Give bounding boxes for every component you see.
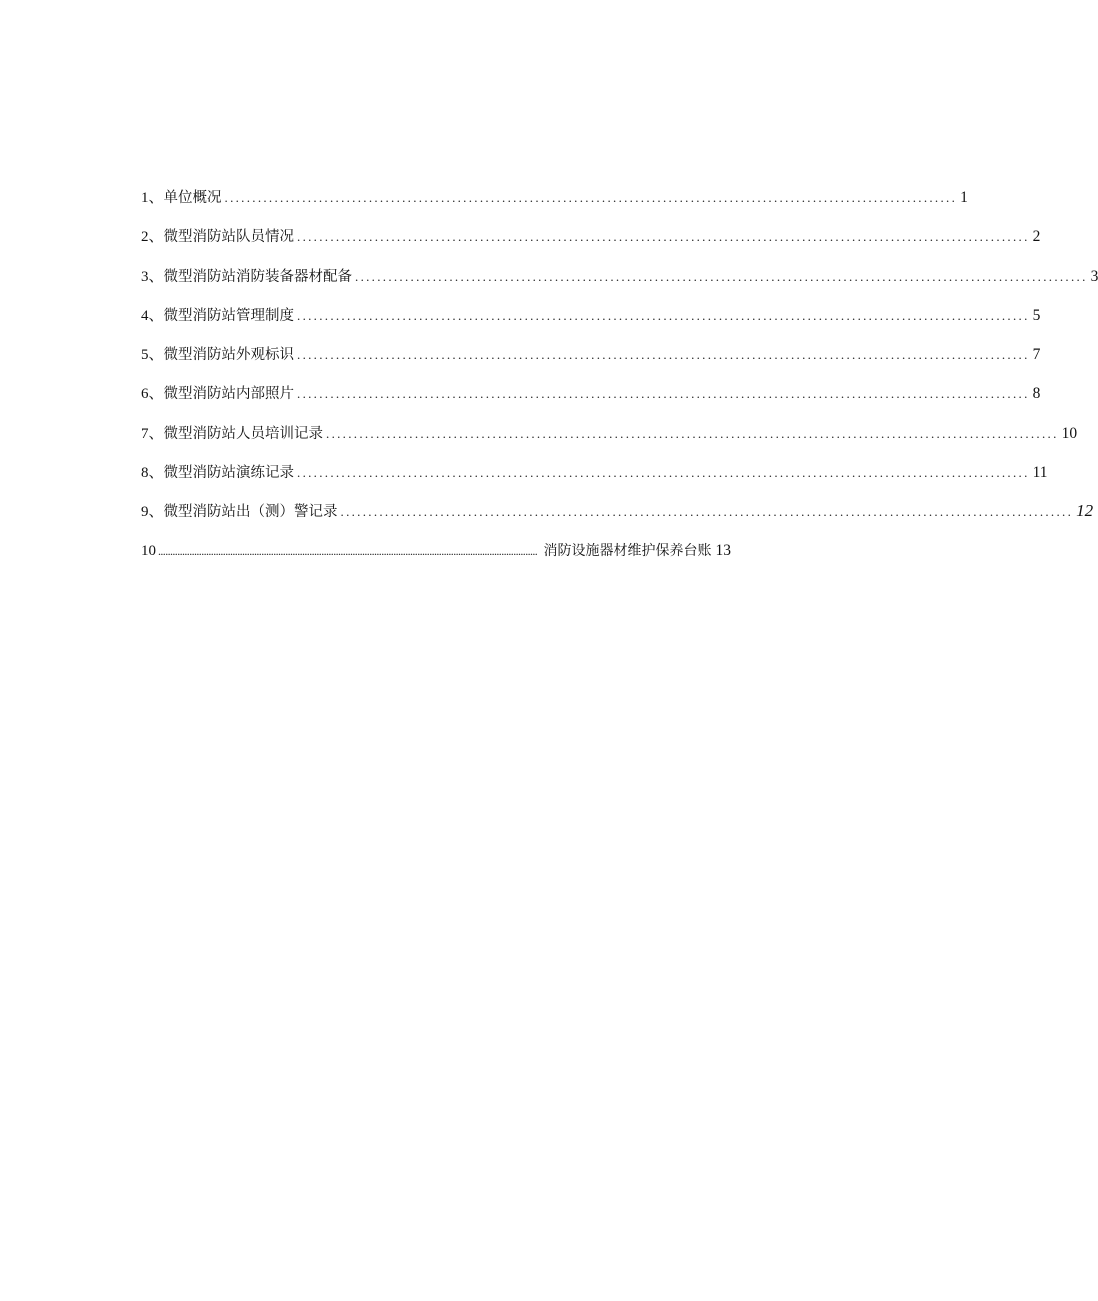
toc-entry-page: 11 xyxy=(1032,464,1048,482)
toc-entry-number: 5、 xyxy=(141,347,164,364)
dot-leader: .................................................................................................................................... xyxy=(224,190,958,205)
toc-entry-number: 8、 xyxy=(141,465,164,482)
toc-entry-title: 微型消防站演练记录 xyxy=(163,465,295,482)
toc-entry-page: 1 xyxy=(960,189,968,206)
toc-entry-title: 单位概况 xyxy=(163,190,222,206)
toc-entry-page: 5 xyxy=(1032,306,1041,324)
toc-entry-number: 3、 xyxy=(141,268,164,285)
dot-leader: .................................................................................................................................... xyxy=(340,504,1074,520)
toc-entry-9[interactable] xyxy=(141,500,1094,539)
toc-entry-page: 10 xyxy=(1061,424,1078,442)
toc-entry-10[interactable] xyxy=(141,540,731,579)
dot-leader: .................................................................................................................................... xyxy=(297,347,1030,363)
toc-entry-2[interactable] xyxy=(141,225,1041,264)
dot-leader: .............................................................................................................................................................. xyxy=(158,543,538,558)
toc-entry-title: 微型消防站队员情况 xyxy=(163,229,295,246)
toc-entry-title: 微型消防站内部照片 xyxy=(163,386,295,403)
toc-entry-3[interactable] xyxy=(141,265,1098,304)
dot-leader: .................................................................................................................................... xyxy=(297,386,1030,402)
toc-entry-title: 微型消防站出（测）警记录 xyxy=(163,504,338,521)
toc-entry-page: 7 xyxy=(1032,346,1041,364)
dot-leader: .................................................................................................................................... xyxy=(297,465,1030,481)
dot-leader: .................................................................................................................................... xyxy=(297,229,1030,245)
toc-entry-page: 2 xyxy=(1032,228,1041,246)
toc-entry-number: 1、 xyxy=(141,190,164,206)
toc-entry-4[interactable] xyxy=(141,304,1041,343)
toc-entry-title: 消防设施器材维护保养台账 xyxy=(543,542,712,559)
toc-entry-6[interactable] xyxy=(141,382,1041,421)
toc-entry-number: 2、 xyxy=(141,229,164,246)
toc-entry-page: 3 xyxy=(1090,267,1098,285)
toc-entry-page: 12 xyxy=(1076,501,1094,521)
toc-entry-5[interactable] xyxy=(141,343,1041,382)
toc-entry-8[interactable] xyxy=(141,461,1048,500)
table-of-contents xyxy=(141,186,1098,579)
toc-entry-number: 4、 xyxy=(141,307,164,324)
dot-leader: .................................................................................................................................... xyxy=(297,307,1030,323)
toc-entry-number: 6、 xyxy=(141,386,164,403)
toc-entry-7[interactable] xyxy=(141,422,1078,461)
toc-entry-1[interactable] xyxy=(141,186,968,225)
dot-leader: .................................................................................................................................... xyxy=(326,425,1059,441)
toc-entry-number: 7、 xyxy=(141,425,164,442)
dot-leader: .................................................................................................................................... xyxy=(355,268,1088,284)
toc-entry-title: 微型消防站消防装备器材配备 xyxy=(163,268,353,285)
toc-entry-title: 微型消防站人员培训记录 xyxy=(163,425,324,442)
toc-entry-title: 微型消防站外观标识 xyxy=(163,347,295,364)
toc-entry-number: 10 xyxy=(141,542,156,559)
toc-entry-number: 9、 xyxy=(141,504,164,521)
toc-entry-page: 8 xyxy=(1032,385,1041,403)
toc-entry-title: 微型消防站管理制度 xyxy=(163,307,295,324)
toc-entry-page: 13 xyxy=(715,541,731,559)
